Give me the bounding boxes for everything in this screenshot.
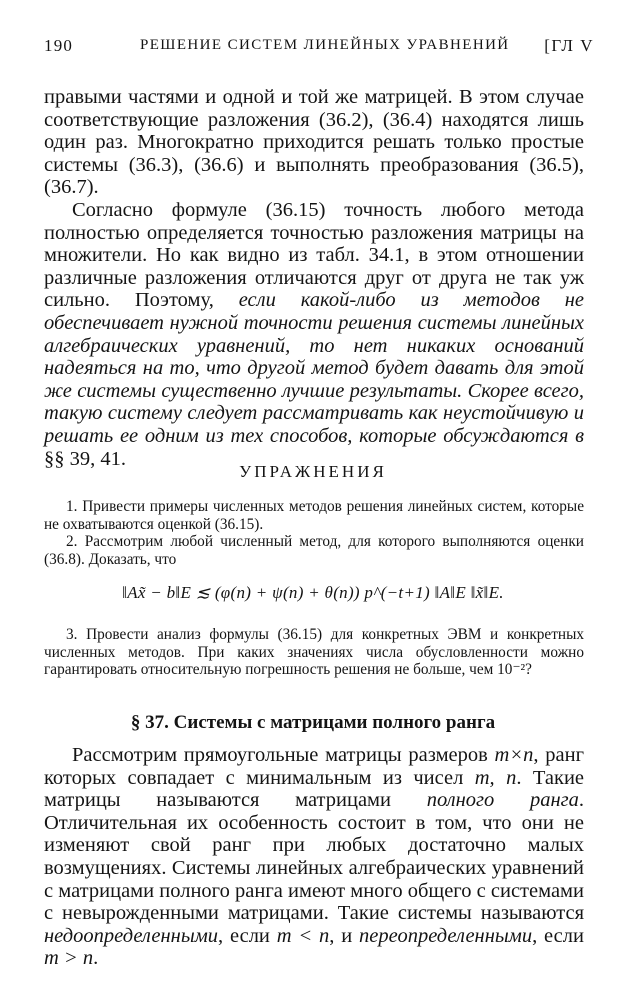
text-run: , если <box>218 924 277 947</box>
math-m-less-n: m < n <box>276 924 330 947</box>
text-run: , и <box>329 924 360 947</box>
text-run: . <box>93 947 99 970</box>
term-overdetermined: переопределенными <box>359 924 533 947</box>
main-text <box>44 86 584 470</box>
text-run: . Отличительная их особенность состоит в том, что они не изменяют свой ранг при любых достаточно малых возмущениях. Системы линейных алгебраических уравнений с матрицами полного ранга имеют много общего с системами с невырожденными матрицами. Такие системы называются <box>44 789 585 925</box>
paragraph-accuracy-italic: если какой-либо из методов не обеспечивает нужной точности решения системы линейных алгебраических уравнений, то нет никаких оснований надеяться на то, что другой метод будет давать для этой же системы существенно лучшие результаты. Скорее всего, такую систему следует рассматривать как неустойчивую и решать ее одним из тех способов, которые обсуждаются в <box>44 289 584 447</box>
text-run: . Такие матрицы называются матрицами <box>44 766 585 812</box>
exercise-3: 3. Провести анализ формулы (36.15) для конкретных ЭВМ и конкретных численных методов. При каких значениях числа обусловленности можно гарантировать относительную погрешность решения не больше, чем 10⁻²? <box>44 626 584 679</box>
paragraph-accuracy <box>44 199 584 470</box>
exercises-block-2 <box>44 626 584 679</box>
formula-estimate: ‖Ax̃ − b‖E ≲ (φ(n) + ψ(n) + θ(n)) p^(−t+1) ‖A‖E ‖x̃‖E. <box>122 583 504 602</box>
text-run: , если <box>532 924 584 947</box>
paragraph-accuracy-normal: Согласно формуле (36.15) точность любого метода полностью определяется точностью разложения матрицы на множители. Но как видно из табл. 34.1, в этом отношении различные разложения отличаются друг от друга не так уж сильно. Поэтому, <box>44 198 584 312</box>
math-mn: m, n <box>474 766 517 789</box>
exercises-block-1 <box>44 498 584 568</box>
exercise-1: 1. Привести примеры численных методов решения линейных систем, которые не охватываются оценкой (36.15). <box>44 498 584 533</box>
running-header <box>44 36 594 60</box>
math-dimensions: m×n <box>494 744 534 766</box>
chapter-label: [ГЛ V <box>544 36 594 55</box>
paragraph-continued: правыми частями и одной и той же матрицей. В этом случае соответствующие разложения (36.2), (36.4) находятся лишь один раз. Многократно приходится решать только простые системы (36.3), (36.6) и выполнять преобразования (36.5), (36.7). <box>44 86 584 199</box>
running-title: РЕШЕНИЕ СИСТЕМ ЛИНЕЙНЫХ УРАВНЕНИЙ <box>140 37 510 53</box>
term-underdetermined: недоопределенными <box>44 924 219 947</box>
text-run: , ранг которых совпадает с минимальным из чисел <box>44 744 584 789</box>
text-run: Рассмотрим прямоугольные матрицы размеров <box>72 744 495 766</box>
section-text <box>44 744 584 970</box>
exercise-2: 2. Рассмотрим любой численный метод, для которого выполняются оценки (36.8). Доказать, что <box>44 533 584 568</box>
section-title: § 37. Системы с матрицами полного ранга <box>130 712 496 733</box>
term-full-rank: полного ранга <box>426 789 579 812</box>
exercises-heading: УПРАЖНЕНИЯ <box>239 462 387 481</box>
page-number: 190 <box>44 36 74 55</box>
paragraph-accuracy-tail: §§ 39, 41. <box>44 447 126 470</box>
math-m-greater-n: m > n <box>44 947 94 970</box>
paragraph-full-rank <box>44 744 584 970</box>
